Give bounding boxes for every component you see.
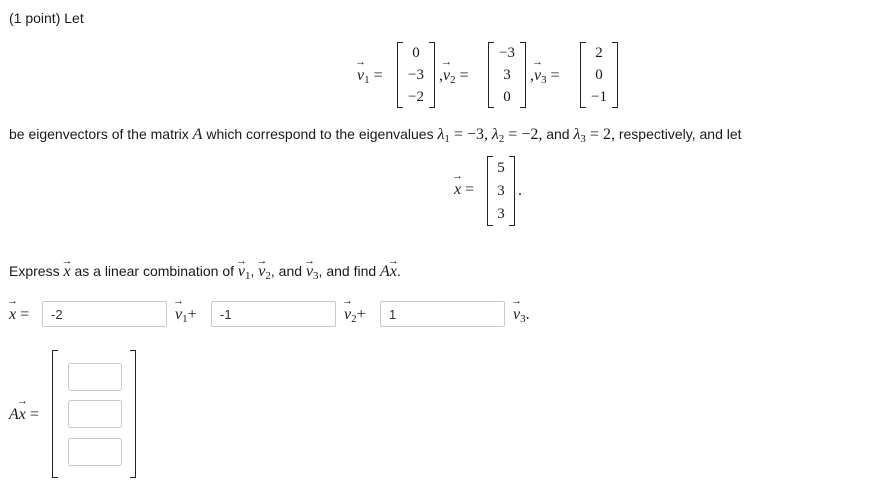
ax-entry-3-input[interactable] (68, 438, 122, 466)
v3-term-label: → $v_3$. (513, 306, 530, 325)
ax-entry-2-input[interactable] (68, 400, 122, 428)
coefficient-v1-input[interactable] (42, 301, 167, 327)
coefficient-v2-input[interactable] (211, 301, 336, 327)
v3-entry: −1 (591, 89, 607, 105)
v1-label: → $v_1$ = (357, 67, 383, 86)
v2-entry: 3 (503, 67, 511, 83)
v1-entry: −3 (408, 67, 424, 83)
express-sentence: Express → x as a linear combination of → $v_1$, → $v_2$, and → $v_3$, and find A→ x. (9, 262, 401, 285)
v2-label: ,→ $v_2$ = (439, 67, 469, 86)
v3-vector (580, 42, 618, 108)
v3-entry: 2 (595, 45, 603, 61)
v2-entry: −3 (499, 45, 515, 61)
v1-term-label: → $v_1+$ (175, 306, 197, 325)
v2-term-label: → $v_2+$ (344, 306, 366, 325)
answer-x-label: → x = (9, 306, 29, 324)
x-period: . (518, 182, 522, 199)
x-entry: 5 (497, 159, 505, 176)
matrix-symbol: A (192, 126, 203, 143)
ax-entry-1-input[interactable] (68, 363, 122, 391)
ax-label: A→ x = (9, 406, 39, 424)
v3-entry: 0 (595, 67, 603, 83)
v2-entry: 0 (503, 89, 511, 105)
coefficient-v3-input[interactable] (380, 301, 505, 327)
x-vector (487, 156, 515, 226)
v2-vector (488, 42, 526, 108)
problem-header: (1 point) Let (9, 10, 84, 26)
v1-entry: −2 (408, 89, 424, 105)
eigen-sentence: be eigenvectors of the matrix A which correspond to the eigenvalues $\lambda_1 = -3$, $\lambda_2 = -2$, and $\lambda_3 = 2$, respectively, and let (9, 126, 742, 145)
v1-vector (397, 42, 435, 108)
x-label: → x = (454, 181, 474, 199)
v3-label: ,→ $v_3$ = (530, 67, 560, 86)
x-entry: 3 (497, 182, 505, 199)
x-entry: 3 (497, 206, 505, 223)
v1-entry: 0 (412, 45, 420, 61)
